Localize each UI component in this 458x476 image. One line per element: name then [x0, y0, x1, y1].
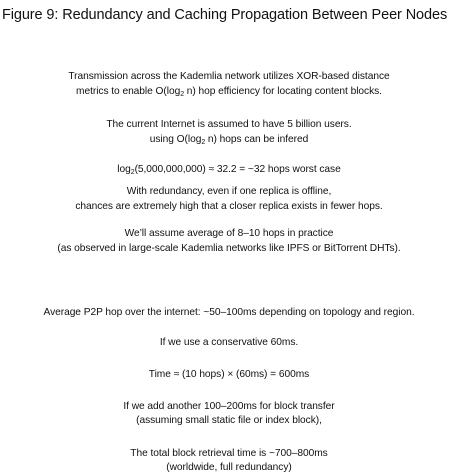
log-base-subscript: 2 [201, 139, 206, 146]
kademlia-intro-line-2-post: n) hop efficiency for locating content blocks. [184, 86, 382, 97]
total-retrieval-line-2: (worldwide, full redundancy) [166, 462, 292, 473]
kademlia-intro-line-1: Transmission across the Kademlia network utilizes XOR-based distance [68, 71, 390, 82]
redundancy-line-1: With redundancy, even if one replica is offline, [126, 186, 332, 197]
redundancy-line-2: chances are extremely high that a closer replica exists in fewer hops. [75, 201, 383, 212]
hops-formula-post: (5,000,000,000) ≈ 32.2 = ~32 hops worst case [134, 164, 341, 175]
block-transfer-line-2: (assuming small static file or index block), [136, 415, 322, 426]
kademlia-intro-line-2 [0, 85, 458, 98]
internet-users-line-2-pre: using O(log [149, 134, 202, 145]
figure-title: Figure 9: Redundancy and Caching Propagation Between Peer Nodes [2, 7, 448, 23]
conservative-latency: If we use a conservative 60ms. [159, 337, 299, 348]
p2p-hop-latency: Average P2P hop over the internet: ~50–100ms depending on topology and region. [43, 307, 415, 318]
average-hops-line-1: We’ll assume average of 8–10 hops in practice [124, 228, 334, 239]
internet-users-line-2-post: n) hops can be infered [205, 134, 309, 145]
kademlia-intro-line-2-pre: metrics to enable O(log [76, 86, 181, 97]
log-base-subscript: 2 [180, 91, 185, 98]
total-retrieval-line-1: The total block retrieval time is ~700–800ms [130, 448, 328, 459]
hops-formula-pre: log [117, 164, 131, 175]
internet-users-line-2 [0, 133, 458, 146]
log-base-subscript: 2 [130, 169, 135, 176]
internet-users-line-1: The current Internet is assumed to have 5 billion users. [106, 119, 352, 130]
hops-formula [0, 163, 458, 176]
average-hops-line-2: (as observed in large-scale Kademlia networks like IPFS or BitTorrent DHTs). [57, 243, 401, 254]
time-formula: Time ≈ (10 hops) × (60ms) = 600ms [148, 369, 310, 380]
block-transfer-line-1: If we add another 100–200ms for block transfer [123, 401, 335, 412]
